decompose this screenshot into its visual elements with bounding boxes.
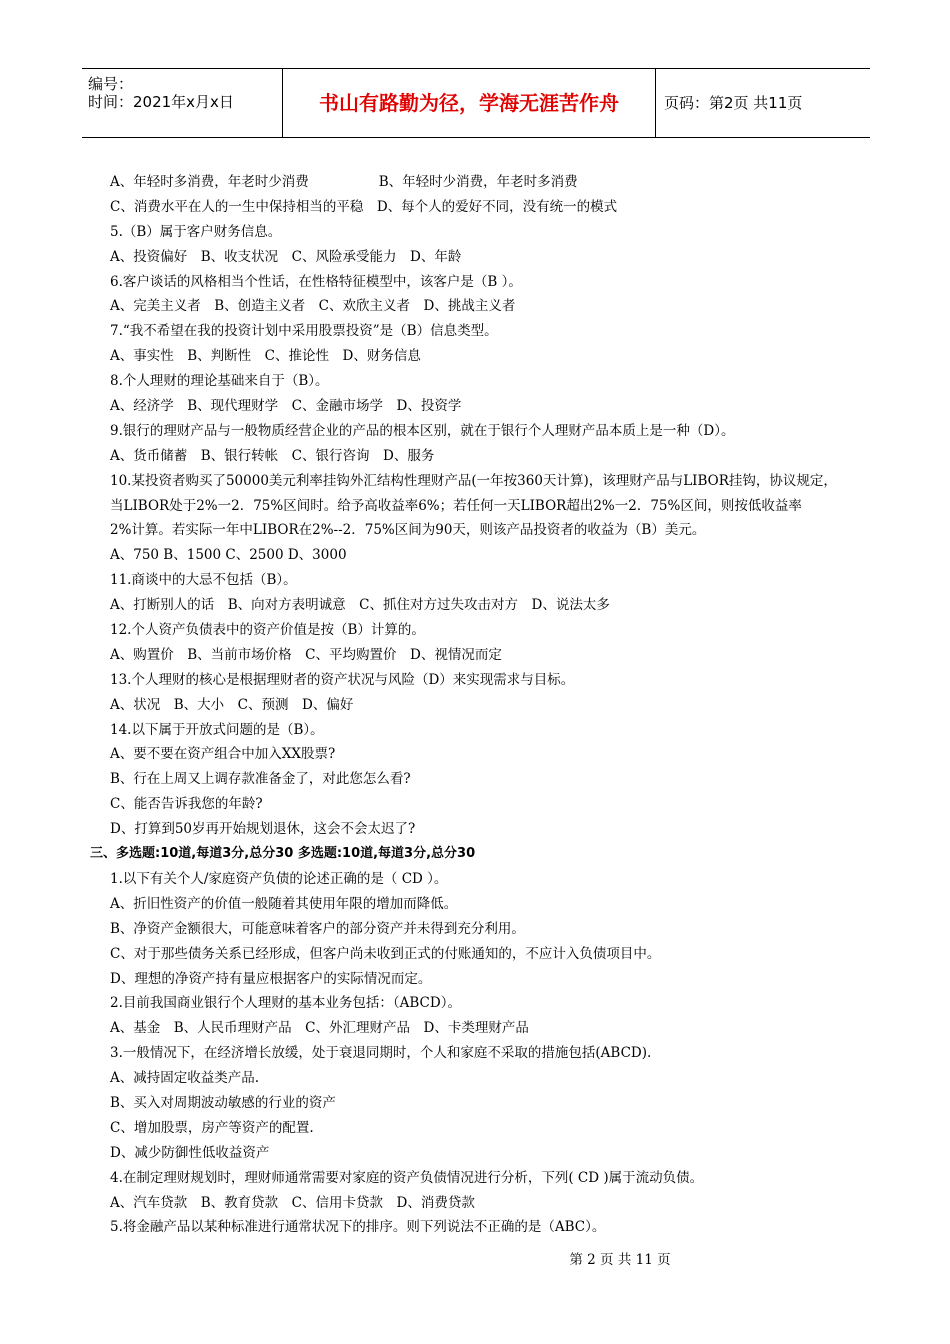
text-line: C、对于那些债务关系已经形成，但客户尚未收到正式的付账通知的，不应计入负债项目中。 — [110, 945, 661, 962]
header-motto: 书山有路勤为径，学海无涯苦作舟 — [283, 69, 656, 137]
text-line: A、状况 B、大小 C、预测 D、偏好 — [110, 696, 354, 713]
text-line: 4.在制定理财规划时，理财师通常需要对家庭的资产负债情况进行分析，下列( CD )属于流动负债。 — [110, 1169, 704, 1186]
text-line: A、汽车贷款 B、教育贷款 C、信用卡贷款 D、消费贷款 — [110, 1194, 475, 1211]
option-b: B、年轻时少消费，年老时多消费 — [378, 174, 578, 190]
document-body — [90, 170, 880, 1240]
text-line: 3.一般情况下，在经济增长放缓，处于衰退同期时，个人和家庭不采取的措施包括(ABCD). — [110, 1045, 652, 1062]
text-line: A、减持固定收益类产品. — [110, 1070, 260, 1087]
text-line: 10.某投资者购买了50000美元利率挂钩外汇结构性理财产品(一年按360天计算)，该理财产品与LIBOR挂钩，协议规定， — [110, 472, 837, 489]
header-meta-cell — [82, 69, 283, 137]
header-time-label: 时间：2021年x月x日 — [88, 93, 234, 111]
text-line: 12.个人资产负债表中的资产价值是按（B）计算的。 — [110, 622, 425, 639]
text-line: 6.客户谈话的风格相当个性话，在性格特征模型中，该客户是（B ）。 — [110, 273, 522, 290]
text-line: A、经济学 B、现代理财学 C、金融市场学 D、投资学 — [110, 398, 462, 415]
text-line: B、行在上周又上调存款准备金了，对此您怎么看? — [110, 771, 411, 788]
text-line: 11.商谈中的大忌不包括（B）。 — [110, 572, 297, 589]
text-line: 2%计算。若实际一年中LIBOR在2%--2．75%区间为90天，则该产品投资者的收益为（B）美元。 — [110, 522, 706, 539]
text-line: C、消费水平在人的一生中保持相当的平稳 D、每个人的爱好不同，没有统一的模式 — [110, 198, 618, 215]
text-line: 当LIBOR处于2%一2．75%区间时。给予高收益率6%；若任何一天LIBOR超出2%一2．75%区间，则按低收益率 — [110, 497, 802, 514]
page-footer: 第 2 页 共 11 页 — [569, 1252, 671, 1268]
text-line: A、打断别人的话 B、向对方表明诚意 C、抓住对方过失攻击对方 D、说法太多 — [110, 597, 610, 614]
header-page-info: 页码：第2页 共11页 — [664, 94, 803, 112]
text-line: 9.银行的理财产品与一般物质经营企业的产品的根本区别，就在于银行个人理财产品本质上是一种（D）。 — [110, 422, 735, 439]
text-line: 14.以下属于开放式问题的是（B）。 — [110, 721, 324, 738]
text-line: 7.“我不希望在我的投资计划中采用股票投资”是（B）信息类型。 — [110, 323, 498, 340]
text-line: A、完美主义者 B、创造主义者 C、欢欣主义者 D、挑战主义者 — [110, 298, 516, 315]
text-line: B、净资产金额很大，可能意味着客户的部分资产并未得到充分利用。 — [110, 920, 525, 937]
text-line: 13.个人理财的核心是根据理财者的资产状况与风险（D）来实现需求与目标。 — [110, 671, 575, 688]
text-line: 5.将金融产品以某种标准进行通常状况下的排序。则下列说法不正确的是（ABC）。 — [110, 1219, 606, 1236]
header-number-label: 编号： — [88, 75, 134, 93]
option-line — [110, 170, 880, 195]
text-line: D、打算到50岁再开始规划退休，这会不会太迟了? — [110, 821, 416, 838]
text-line: A、折旧性资产的价值一般随着其使用年限的增加而降低。 — [110, 895, 458, 912]
text-line: A、投资偏好 B、收支状况 C、风险承受能力 D、年龄 — [110, 248, 462, 265]
text-line: D、理想的净资产持有量应根据客户的实际情况而定。 — [110, 970, 432, 987]
text-line: A、购置价 B、当前市场价格 C、平均购置价 D、视情况而定 — [110, 646, 502, 663]
text-line: A、货币储蓄 B、银行转帐 C、银行咨询 D、服务 — [110, 447, 435, 464]
text-line: 5.（B）属于客户财务信息。 — [110, 223, 282, 240]
text-line: 1.以下有关个人/家庭资产负债的论述正确的是（ CD ）。 — [110, 870, 448, 887]
text-line: A、事实性 B、判断性 C、推论性 D、财务信息 — [110, 348, 421, 365]
text-line: A、基金 B、人民币理财产品 C、外汇理财产品 D、卡类理财产品 — [110, 1020, 529, 1037]
text-line: D、减少防御性低收益资产 — [110, 1144, 270, 1161]
text-line: C、能否告诉我您的年龄? — [110, 796, 263, 813]
option-a: A、年轻时多消费，年老时少消费 — [110, 174, 309, 190]
text-line: 2.目前我国商业银行个人理财的基本业务包括：（ABCD）。 — [110, 995, 461, 1012]
text-line: A、750 B、1500 C、2500 D、3000 — [110, 547, 347, 564]
section-heading: 三、多选题:10道,每道3分,总分30 多选题:10道,每道3分,总分30 — [90, 846, 476, 862]
text-line: B、买入对周期波动敏感的行业的资产 — [110, 1094, 336, 1111]
text-line: C、增加股票，房产等资产的配置. — [110, 1119, 314, 1136]
text-line: 8.个人理财的理论基础来自于（B）。 — [110, 373, 329, 390]
text-line: A、要不要在资产组合中加入XX股票? — [110, 746, 336, 763]
page-header — [82, 68, 870, 138]
